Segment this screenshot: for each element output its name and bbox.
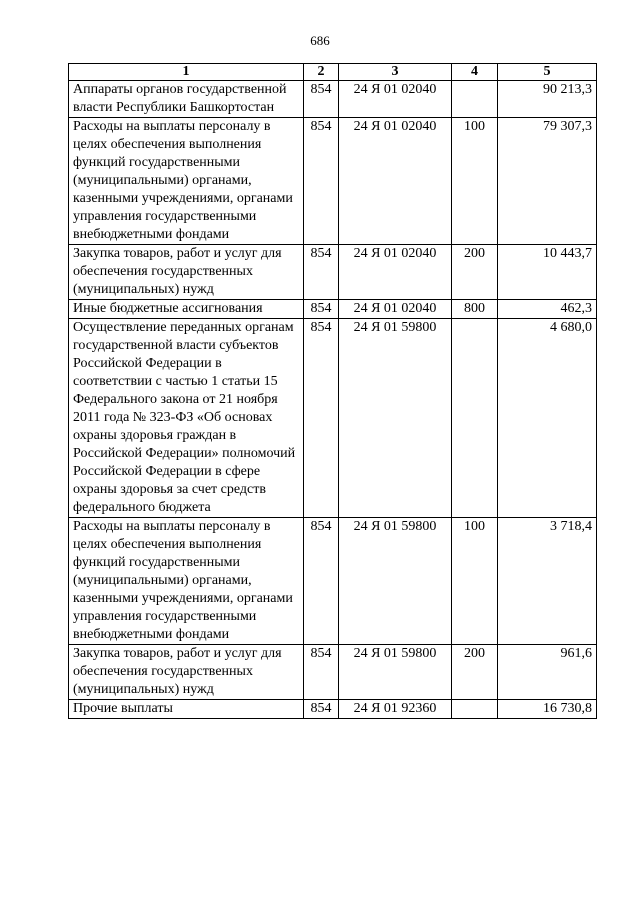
header-col-2: 2 — [304, 64, 339, 81]
row-vr — [452, 700, 498, 719]
row-csr: 24 Я 01 02040 — [339, 300, 452, 319]
row-gr: 854 — [304, 81, 339, 118]
row-gr: 854 — [304, 245, 339, 300]
row-gr: 854 — [304, 319, 339, 518]
page-number: 686 — [310, 33, 330, 48]
table-row — [69, 645, 597, 700]
row-csr: 24 Я 01 59800 — [339, 645, 452, 700]
row-vr: 200 — [452, 245, 498, 300]
row-gr: 854 — [304, 300, 339, 319]
row-sum: 462,3 — [498, 300, 597, 319]
row-name: Закупка товаров, работ и услуг для обеспечения государственных (муниципальных) нужд — [69, 645, 304, 700]
table-row — [69, 300, 597, 319]
header-col-4: 4 — [452, 64, 498, 81]
row-vr: 800 — [452, 300, 498, 319]
table-header-row — [69, 64, 597, 81]
table-row — [69, 245, 597, 300]
row-sum: 79 307,3 — [498, 118, 597, 245]
row-name: Иные бюджетные ассигнования — [69, 300, 304, 319]
row-csr: 24 Я 01 02040 — [339, 245, 452, 300]
table-row — [69, 118, 597, 245]
row-vr: 100 — [452, 518, 498, 645]
header-col-3: 3 — [339, 64, 452, 81]
row-sum: 3 718,4 — [498, 518, 597, 645]
row-name: Осуществление переданных органам государственной власти субъектов Российской Федерации в соответствии с частью 1 статьи 15 Федерального закона от 21 ноября 2011 года № 323-ФЗ «Об основах охраны здоровья граждан в Российской Федерации» полномочий Российской Федерации в сфере охраны здоровья за счет средств федерального бюджета — [69, 319, 304, 518]
row-sum: 961,6 — [498, 645, 597, 700]
row-sum: 90 213,3 — [498, 81, 597, 118]
row-csr: 24 Я 01 92360 — [339, 700, 452, 719]
table-row — [69, 81, 597, 118]
row-sum: 10 443,7 — [498, 245, 597, 300]
row-vr: 200 — [452, 645, 498, 700]
row-name: Закупка товаров, работ и услуг для обеспечения государственных (муниципальных) нужд — [69, 245, 304, 300]
row-sum: 16 730,8 — [498, 700, 597, 719]
row-name: Аппараты органов государственной власти Республики Башкортостан — [69, 81, 304, 118]
row-name: Расходы на выплаты персоналу в целях обеспечения выполнения функций государственными (муниципальными) органами, казенными учреждениями, органами управления государственными внебюджетными фондами — [69, 518, 304, 645]
row-csr: 24 Я 01 59800 — [339, 319, 452, 518]
row-csr: 24 Я 01 02040 — [339, 81, 452, 118]
row-sum: 4 680,0 — [498, 319, 597, 518]
table-row — [69, 319, 597, 518]
row-vr — [452, 319, 498, 518]
table-row — [69, 518, 597, 645]
row-csr: 24 Я 01 02040 — [339, 118, 452, 245]
row-gr: 854 — [304, 700, 339, 719]
budget-table — [68, 63, 597, 719]
header-col-1: 1 — [69, 64, 304, 81]
row-csr: 24 Я 01 59800 — [339, 518, 452, 645]
header-col-5: 5 — [498, 64, 597, 81]
row-gr: 854 — [304, 518, 339, 645]
row-vr — [452, 81, 498, 118]
row-vr: 100 — [452, 118, 498, 245]
row-gr: 854 — [304, 118, 339, 245]
row-gr: 854 — [304, 645, 339, 700]
row-name: Прочие выплаты — [69, 700, 304, 719]
row-name: Расходы на выплаты персоналу в целях обеспечения выполнения функций государственными (муниципальными) органами, казенными учреждениями, органами управления государственными внебюджетными фондами — [69, 118, 304, 245]
table-row — [69, 700, 597, 719]
